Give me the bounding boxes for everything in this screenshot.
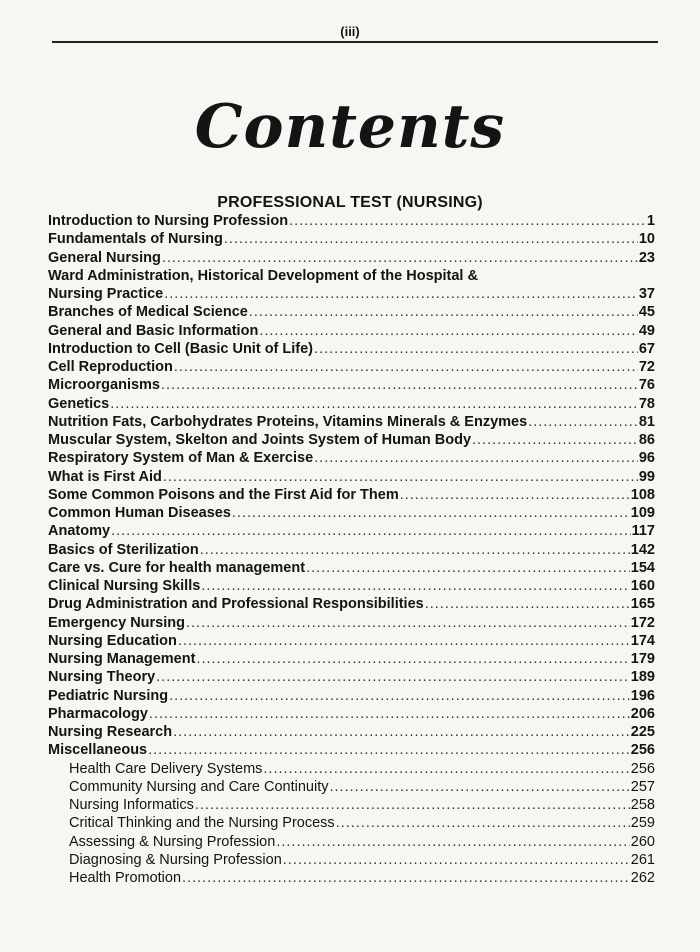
toc-entry-page: 109: [630, 505, 655, 521]
toc-entry-title: Basics of Sterilization: [48, 541, 199, 558]
toc-entry-page: 10: [638, 231, 655, 248]
toc-entry-page: 37: [638, 286, 655, 302]
header-rule: [52, 41, 658, 43]
toc-entry: [48, 395, 655, 413]
toc-entry-title: Microorganisms: [48, 377, 160, 394]
toc-leader-dots: [314, 340, 638, 358]
section-heading: PROFESSIONAL TEST (NURSING): [217, 194, 483, 211]
toc-entry-title: Emergency Nursing: [48, 614, 185, 631]
toc-entry: [48, 212, 655, 230]
toc-entry-title: Introduction to Cell (Basic Unit of Life): [48, 340, 314, 357]
toc-leader-dots: [425, 595, 630, 613]
toc-entry-page: 86: [638, 432, 655, 448]
toc-leader-dots: [283, 851, 630, 869]
toc-entry: [48, 632, 655, 650]
toc-entry-title: Care vs. Cure for health management: [48, 559, 306, 576]
toc-entry-title: Branches of Medical Science: [48, 304, 248, 321]
toc-entry: [48, 668, 655, 686]
toc-entry-page: 261: [630, 851, 655, 868]
toc-entry-title: Miscellaneous: [48, 742, 148, 759]
page-title: Contents: [194, 92, 506, 162]
toc-entry-page: 257: [630, 778, 655, 795]
toc-entry-page: 154: [630, 559, 655, 576]
toc-leader-dots: [162, 249, 638, 267]
toc-entry-page: 165: [630, 596, 655, 613]
toc-entry: [48, 577, 655, 595]
toc-entry-title: Clinical Nursing Skills: [48, 578, 201, 594]
toc-entry-title: Anatomy: [48, 523, 111, 540]
toc-entry-page: 117: [631, 523, 655, 540]
toc-entry-page: 81: [638, 413, 655, 430]
toc-entry-page: 172: [630, 614, 655, 631]
toc-leader-dots: [528, 413, 638, 431]
toc-subentry: [48, 814, 655, 832]
toc-leader-dots: [178, 632, 630, 650]
toc-entry: [48, 230, 655, 248]
toc-entry-title: Pediatric Nursing: [48, 687, 169, 704]
toc-entry: [48, 723, 655, 741]
toc-entry-title: Nursing Practice: [48, 286, 164, 302]
toc-entry: [48, 650, 655, 668]
toc-entry-title: Health Care Delivery Systems: [69, 760, 263, 777]
toc-entry-page: 225: [630, 724, 655, 740]
toc-entry-page: 142: [630, 541, 655, 558]
toc-entry-title: Muscular System, Skelton and Joints System of Human Body: [48, 432, 472, 448]
toc-leader-dots: [472, 431, 638, 449]
toc-entry: [48, 614, 655, 632]
toc-leader-dots: [232, 504, 630, 522]
toc-entry-page: 67: [638, 340, 655, 357]
toc-entry-page: 259: [630, 815, 655, 832]
toc-leader-dots: [330, 778, 630, 796]
toc-entry-page: 72: [638, 359, 655, 375]
toc-entry-page: 160: [630, 578, 655, 594]
toc-entry-title: Pharmacology: [48, 705, 148, 722]
table-of-contents: [48, 212, 655, 887]
toc-subentry: [48, 778, 655, 796]
toc-entry-title: Ward Administration, Historical Development of the Hospital &: [48, 267, 478, 284]
toc-entry: [48, 285, 655, 303]
toc-entry-title: Community Nursing and Care Continuity: [69, 778, 329, 795]
page-number: (iii): [340, 24, 360, 39]
toc-entry: [48, 522, 655, 540]
toc-entry-page: 76: [638, 377, 655, 394]
toc-entry-page: 196: [630, 687, 655, 704]
toc-entry-page: 256: [630, 742, 655, 759]
toc-entry-page: 96: [638, 450, 655, 467]
toc-entry-page: 206: [630, 705, 655, 722]
toc-entry-title: Nursing Research: [48, 724, 173, 740]
toc-subentry: [48, 760, 655, 778]
toc-entry-title: Genetics: [48, 395, 110, 412]
toc-entry-page: 262: [630, 870, 655, 886]
toc-entry: [48, 322, 655, 340]
toc-entry-page: 108: [630, 486, 655, 503]
toc-entry-page: 99: [638, 468, 655, 485]
toc-entry-page: 49: [638, 322, 655, 339]
toc-leader-dots: [314, 449, 638, 467]
toc-leader-dots: [164, 285, 638, 303]
toc-entry-title: Assessing & Nursing Profession: [69, 833, 276, 850]
toc-leader-dots: [259, 322, 638, 340]
toc-subentry: [48, 851, 655, 869]
toc-subentry: [48, 796, 655, 814]
toc-leader-dots: [336, 814, 630, 832]
toc-leader-dots: [149, 705, 630, 723]
toc-entry: [48, 413, 655, 431]
toc-entry: [48, 741, 655, 759]
toc-leader-dots: [224, 230, 638, 248]
toc-entry-title: Some Common Poisons and the First Aid for Them: [48, 486, 399, 503]
toc-entry: [48, 267, 655, 285]
toc-entry-title: Critical Thinking and the Nursing Process: [69, 815, 335, 832]
toc-entry: [48, 358, 655, 376]
toc-leader-dots: [161, 376, 638, 394]
toc-entry-title: Respiratory System of Man & Exercise: [48, 450, 314, 467]
toc-leader-dots: [289, 212, 646, 230]
toc-entry: [48, 249, 655, 267]
toc-entry: [48, 468, 655, 486]
toc-entry-page: 256: [630, 760, 655, 777]
toc-leader-dots: [200, 541, 630, 559]
toc-entry: [48, 431, 655, 449]
toc-entry: [48, 303, 655, 321]
toc-entry: [48, 541, 655, 559]
toc-entry: [48, 705, 655, 723]
toc-leader-dots: [249, 303, 638, 321]
toc-leader-dots: [195, 796, 630, 814]
toc-subentry: [48, 869, 655, 887]
toc-entry-title: Fundamentals of Nursing: [48, 231, 223, 248]
toc-entry-page: 189: [630, 669, 655, 686]
toc-entry-title: Introduction to Nursing Profession: [48, 213, 289, 229]
toc-entry-title: General and Basic Information: [48, 322, 259, 339]
toc-entry: [48, 449, 655, 467]
toc-entry-page: 260: [630, 833, 655, 850]
toc-entry: [48, 504, 655, 522]
toc-leader-dots: [173, 723, 630, 741]
toc-leader-dots: [186, 614, 630, 632]
toc-entry-page: 1: [646, 213, 655, 229]
toc-leader-dots: [110, 395, 638, 413]
toc-entry-title: Drug Administration and Professional Responsibilities: [48, 596, 424, 613]
toc-leader-dots: [263, 760, 629, 778]
toc-entry-title: Health Promotion: [69, 870, 182, 886]
toc-leader-dots: [201, 577, 630, 595]
toc-entry-page: 174: [630, 632, 655, 649]
toc-leader-dots: [111, 522, 631, 540]
toc-entry-title: Diagnosing & Nursing Profession: [69, 851, 282, 868]
toc-leader-dots: [182, 869, 630, 887]
toc-entry: [48, 595, 655, 613]
toc-entry-page: 45: [638, 304, 655, 321]
toc-leader-dots: [169, 687, 630, 705]
toc-leader-dots: [174, 358, 638, 376]
toc-entry-title: Nursing Education: [48, 632, 177, 649]
toc-entry-title: Cell Reproduction: [48, 359, 173, 375]
toc-entry-title: Nursing Management: [48, 651, 196, 667]
toc-entry-page: 179: [630, 651, 655, 667]
toc-entry-title: What is First Aid: [48, 468, 162, 485]
toc-entry-title: Common Human Diseases: [48, 505, 231, 521]
toc-entry: [48, 376, 655, 394]
toc-leader-dots: [400, 486, 630, 504]
toc-leader-dots: [148, 741, 630, 759]
toc-entry-title: General Nursing: [48, 249, 161, 266]
toc-subentry: [48, 833, 655, 851]
toc-leader-dots: [163, 468, 638, 486]
toc-entry-title: Nutrition Fats, Carbohydrates Proteins, Vitamins Minerals & Enzymes: [48, 413, 528, 430]
toc-leader-dots: [276, 833, 629, 851]
toc-entry-page: 23: [638, 249, 655, 266]
toc-entry: [48, 486, 655, 504]
toc-entry-page: 258: [630, 797, 655, 813]
toc-leader-dots: [306, 559, 630, 577]
toc-entry-title: Nursing Informatics: [69, 797, 194, 813]
toc-entry: [48, 687, 655, 705]
toc-entry: [48, 340, 655, 358]
toc-leader-dots: [156, 668, 630, 686]
toc-leader-dots: [196, 650, 629, 668]
toc-entry-page: 78: [638, 395, 655, 412]
toc-entry-title: Nursing Theory: [48, 669, 156, 686]
toc-entry: [48, 559, 655, 577]
